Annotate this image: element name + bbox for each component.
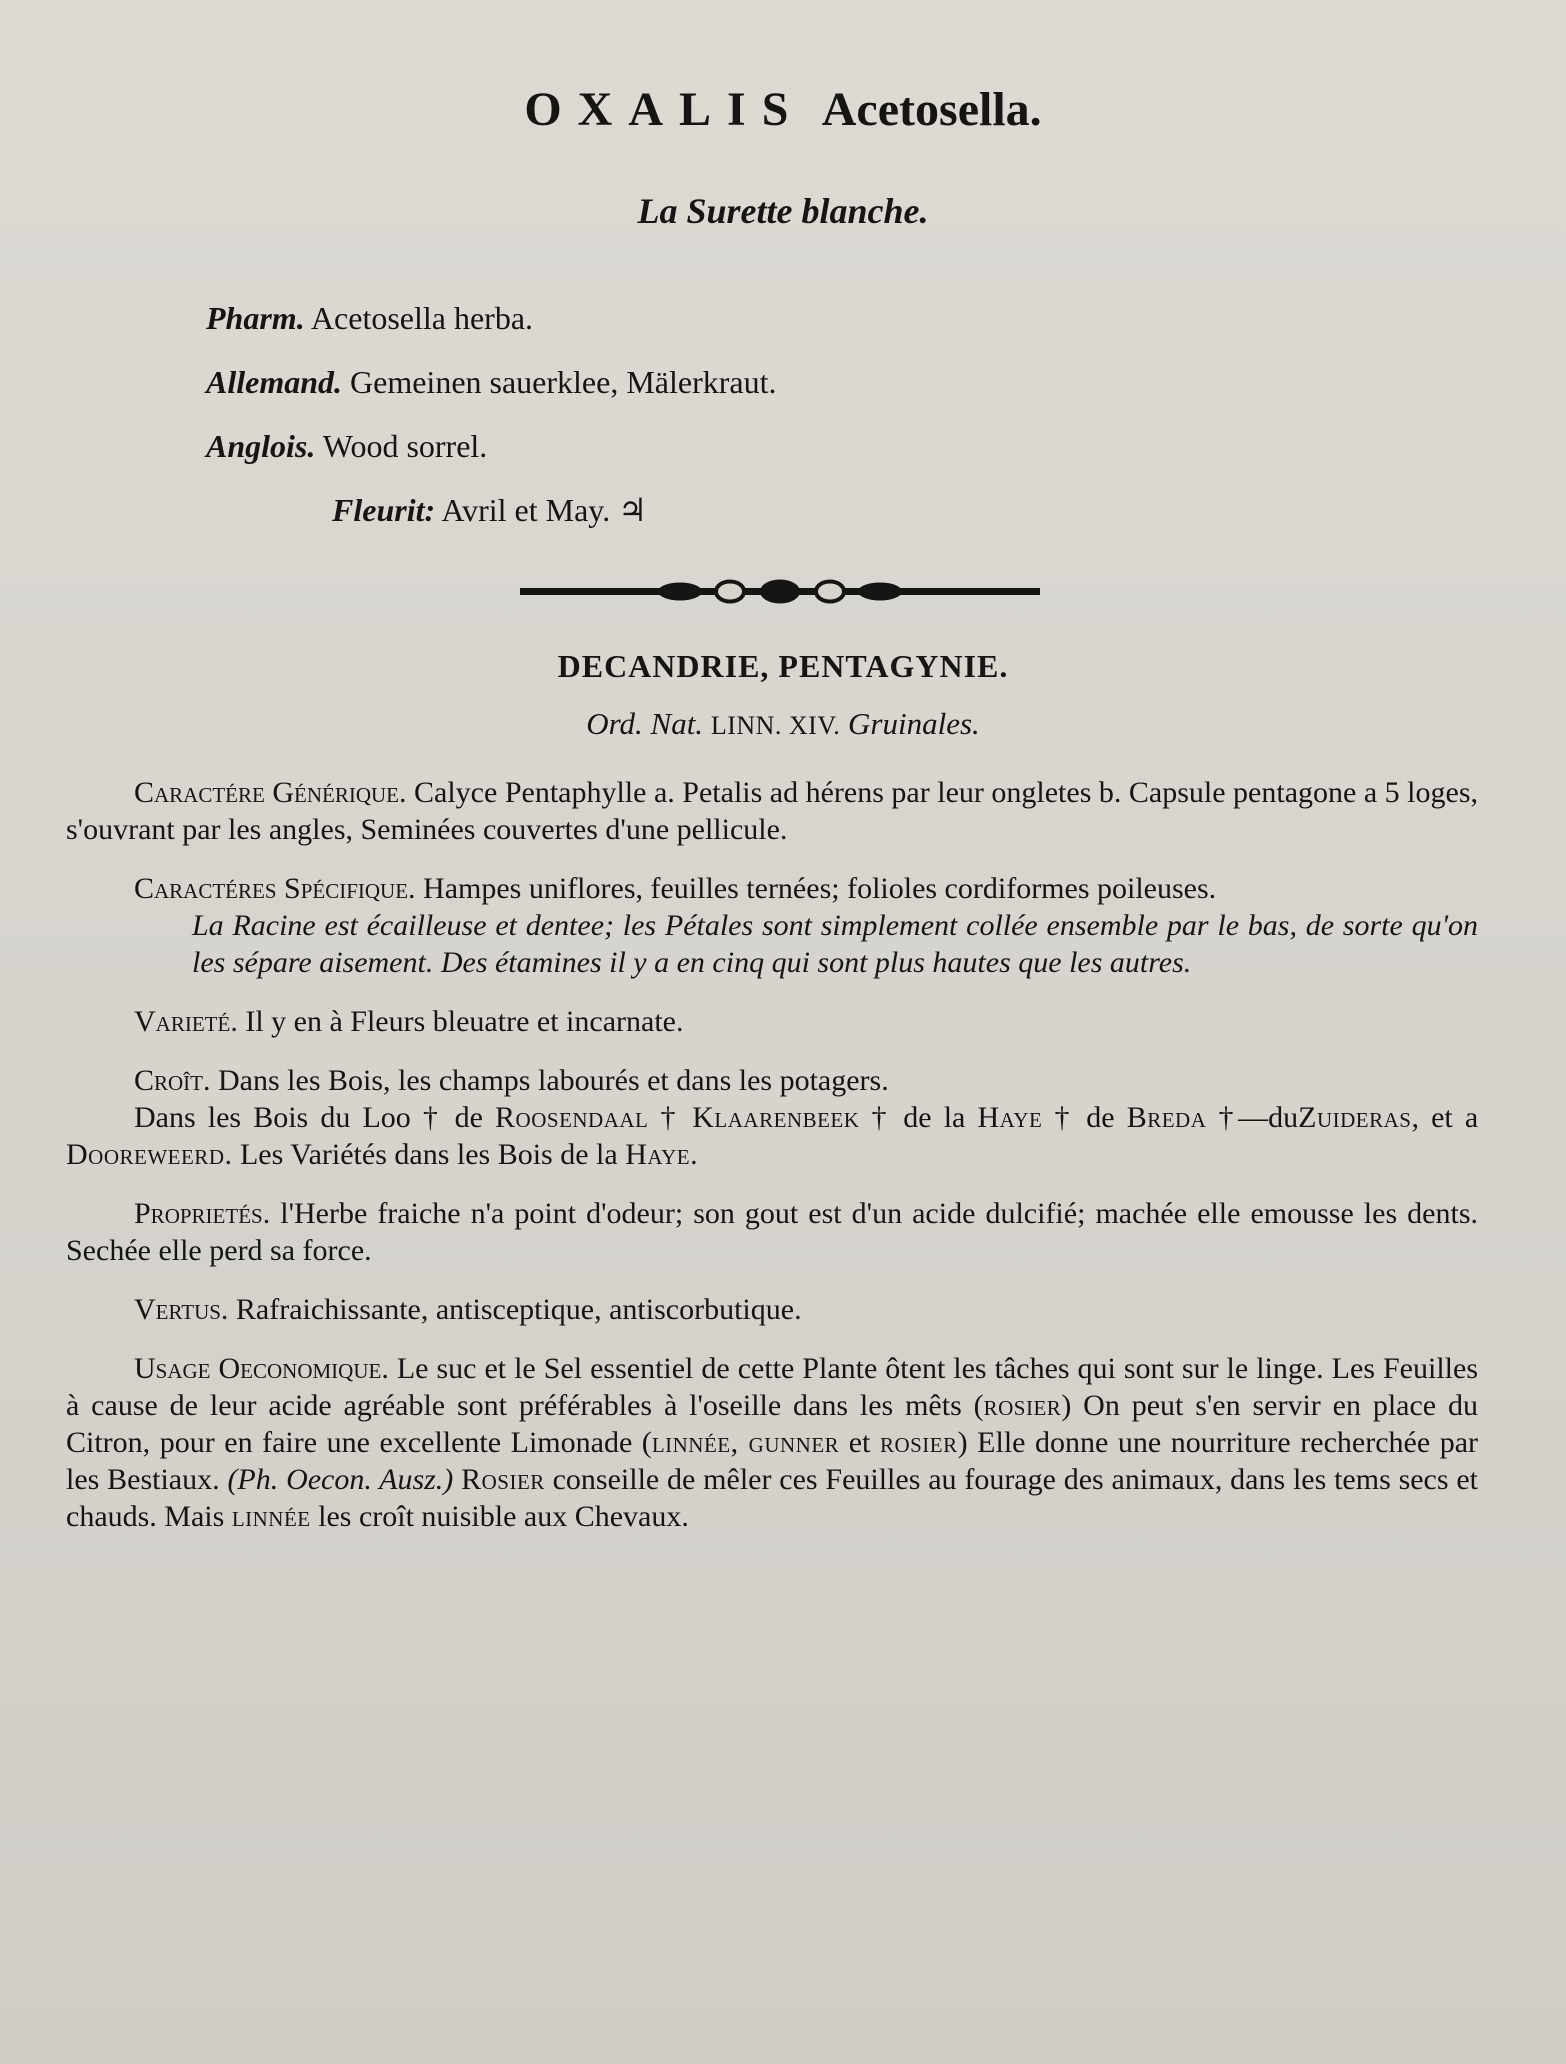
order-abbrev: Ord. Nat. <box>586 706 704 741</box>
name-label: Fleurit: <box>332 492 436 528</box>
order-linn: LINN. XIV. <box>710 711 841 740</box>
section-label: Croît. <box>134 1064 211 1097</box>
author-rosier: Rosier <box>461 1463 545 1496</box>
name-value: Acetosella herba. <box>310 300 534 336</box>
place-zuideras: Zuideras <box>1298 1101 1412 1134</box>
section-label: Caractére Générique. <box>134 776 407 809</box>
name-row-allemand <box>206 362 776 426</box>
section-specifique <box>66 870 1478 907</box>
species-name: Acetosella. <box>821 83 1042 136</box>
section-description: La Racine est écailleuse et dentee; les Pétales sont simplement collée ensemble par le bas, de sorte qu'on les sépare aisement. Des étamines il y a en cinq qui sont plus hautes que les autres. <box>192 909 1478 979</box>
author-linnee: linnée <box>231 1500 311 1533</box>
section-text: l'Herbe fraiche n'a point d'odeur; son gout est d'un acide dulcifié; machée elle emousse les dents. Sechée elle perd sa force. <box>66 1197 1478 1267</box>
section-label: Vertus. <box>134 1293 229 1326</box>
section-usage <box>66 1350 1478 1535</box>
place-klaarenbeek: Klaarenbeek <box>692 1101 860 1134</box>
place-haye: Haye <box>977 1101 1043 1134</box>
section-label: Proprietés. <box>134 1197 271 1230</box>
locality-text: Les Variétés dans les Bois de la <box>239 1138 618 1171</box>
section-text: ) Elle donne une nourriture recherchée par les Bestiaux. <box>66 1426 1479 1496</box>
section-generique <box>66 774 1478 848</box>
place-breda: Breda <box>1126 1101 1207 1134</box>
section-localites <box>66 1099 1478 1173</box>
section-text: Dans les Bois, les champs labourés et dans les potagers. <box>218 1064 889 1097</box>
name-value: Avril et May. ♃ <box>441 492 647 528</box>
order-name: Gruinales. <box>848 706 980 741</box>
section-text: Rafraichissante, antisceptique, antiscorbutique. <box>235 1293 802 1326</box>
author-refs: linnée, gunner <box>651 1426 840 1459</box>
name-label: Pharm. <box>206 300 305 336</box>
section-proprietes <box>66 1195 1478 1269</box>
section-text: Le suc et le Sel essentiel de cette Plante ôtent les tâches qui sont sur le linge. Les Feuilles à cause de leur acide agréable sont préférables à l'oseille dans les mêts ( <box>66 1352 1478 1422</box>
section-text: Hampes uniflores, feuilles ternées; folioles cordiformes poileuses. <box>423 872 1217 905</box>
place-dooreweerd: Dooreweerd. <box>66 1138 233 1171</box>
section-text: les croît nuisible aux Chevaux. <box>318 1500 689 1533</box>
section-text: Il y en à Fleurs bleuatre et incarnate. <box>245 1005 684 1038</box>
natural-order <box>0 706 1566 742</box>
name-row-fleurit <box>206 490 776 554</box>
name-label: Anglois. <box>206 428 316 464</box>
section-text: conseille de mêler ces Feuilles au fourage des animaux, dans les tems secs et chauds. Mais <box>66 1463 1479 1533</box>
linnaean-class: DECANDRIE, PENTAGYNIE. <box>557 648 1009 684</box>
locality-text: †—du <box>1218 1101 1299 1134</box>
name-label: Allemand. <box>206 364 343 400</box>
vernacular-names <box>206 298 776 554</box>
section-text: et <box>848 1426 871 1459</box>
name-value: Wood sorrel. <box>322 428 488 464</box>
locality-text: † <box>660 1101 681 1134</box>
locality-text: † de la <box>871 1101 966 1134</box>
author-rosier: rosier <box>983 1389 1062 1422</box>
place-roosendaal: Roosendaal <box>495 1101 649 1134</box>
text-body <box>66 774 1478 1535</box>
section-text: ) On peut s'en servir en place du Citron, pour en faire une excellente Limonade ( <box>66 1389 1478 1459</box>
locality-text: † de <box>1054 1101 1115 1134</box>
citation: (Ph. Oecon. Ausz.) <box>227 1463 454 1496</box>
section-label: Usage Oeconomique. <box>134 1352 389 1385</box>
locality-text: , et a <box>1411 1101 1479 1134</box>
place-haye: Haye. <box>625 1138 699 1171</box>
section-vertus <box>66 1291 1478 1328</box>
locality-text: Dans les Bois du Loo † de <box>134 1101 483 1134</box>
page-title <box>0 82 1566 137</box>
section-variete <box>66 1003 1478 1040</box>
section-label: Varieté. <box>134 1005 238 1038</box>
name-row-anglois <box>206 426 776 490</box>
ornament-divider <box>520 574 1040 610</box>
author-rosier: rosier <box>879 1426 958 1459</box>
section-croit <box>66 1062 1478 1099</box>
genus-name: OXALIS <box>524 83 805 136</box>
name-row-pharm <box>206 298 776 362</box>
section-label: Caractéres Spécifique. <box>134 872 416 905</box>
name-value: Gemeinen sauerklee, Mälerkraut. <box>350 364 777 400</box>
section-text: Calyce Pentaphylle a. Petalis ad hérens par leur ongletes b. Capsule pentagone a 5 loges, s'ouvrant par les angles, Seminées couvertes d'une pellicule. <box>66 776 1478 846</box>
common-name: La Surette blanche. <box>637 191 929 231</box>
